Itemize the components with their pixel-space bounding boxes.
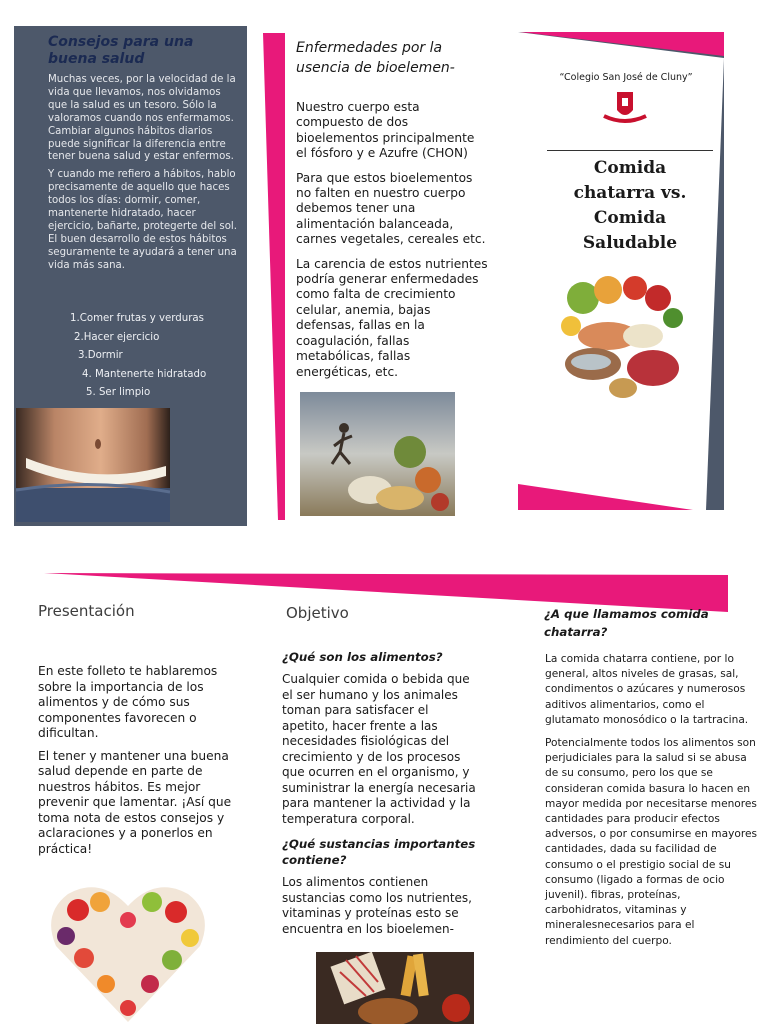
habit-item: 1.Comer frutas y verduras (70, 313, 204, 324)
junk-food-question: ¿A que llamamos comida chatarra? (544, 607, 709, 639)
health-tips-paragraph-2: Y cuando me refiero a hábitos, hablo precisamente de aquello que haces todos los días: dormir, comer, mantenerte hidratado, hacer ejercicio, bañarte, protegerte del sol. El buen desarrollo de estos hábitos seguramente te ayudará a tener una vida más sana. (48, 169, 238, 271)
health-tips-paragraph-1: Muchas veces, por la velocidad de la vida que llevamos, nos olvidamos que la salud es un tesoro. Sólo la valoramos cuando nos enfermamos. Cambiar algunos hábitos diarios puede significar la diferencia entre tener buena salud y estar enfermos. (48, 74, 236, 163)
presentation-text (38, 664, 234, 864)
presentation-heading: Presentación (38, 602, 135, 620)
bioelements-paragraph-2: Para que estos bioelementos no falten en nuestro cuerpo debemos tener una alimentación balanceada, carnes vegetales, cereales etc. (296, 170, 486, 247)
question-substances: ¿Qué sustancias importantes contiene? (282, 837, 476, 867)
answer-substances: Los alimentos contienen sustancias como los nutrientes, vitaminas y proteínas esto se encuentra en los bioelemen- (282, 875, 472, 936)
fast-food-photo (316, 952, 474, 1024)
habit-item: 3.Dormir (78, 350, 123, 362)
junk-food-text (545, 652, 757, 957)
objective-heading: Objetivo (286, 604, 349, 622)
presentation-paragraph-2: El tener y mantener una buena salud depende en parte de nuestros hábitos. Es mejor prevenir que lamentar. ¡Así que toma nota de estos consejos y aclaraciones y a ponerlos en práctica! (38, 748, 232, 856)
question-what-are-foods: ¿Qué son los alimentos? (282, 650, 443, 664)
waist-measuring-photo (16, 408, 170, 522)
health-tips-text (48, 74, 240, 278)
habits-list (70, 310, 240, 403)
health-tips-title: Consejos para una buena salud (48, 34, 194, 67)
pink-stripe-middle (263, 33, 285, 520)
answer-what-are-foods: Cualquier comida o bebida que el ser humano y los animales toman para satisfacer el apetito, hacer frente a las necesidades fisiológicas del crecimiento y de los procesos que ocurren en el organismo, y suministrar la energía necesaria para mantener la actividad y la temperatura corporal. (282, 672, 476, 826)
healthy-food-photo (553, 268, 693, 403)
bioelements-text (296, 100, 488, 389)
presentation-paragraph-1: En este folleto te hablaremos sobre la importancia de los alimentos y de cómo sus componentes favorecen o dificultan. (38, 664, 218, 740)
cover-title-line: Comida (593, 158, 667, 178)
runner-and-food-photo (300, 392, 455, 516)
junk-food-paragraph-1: La comida chatarra contiene, por lo general, altos niveles de grasas, sal, condimentos o azúcares y numerosos aditivos alimentarios, como el glutamato monosódico o la tartracina. (545, 653, 749, 726)
habit-item: 2.Hacer ejercicio (74, 331, 160, 343)
cover-divider (547, 150, 713, 151)
cover-title-line: Saludable (582, 233, 678, 253)
bioelements-paragraph-3: La carencia de estos nutrientes podría generar enfermedades como falta de crecimiento celular, anemia, bajas defensas, fallas en la coagulación, fallas metabólicas, fallas energéticas, etc. (296, 256, 488, 379)
school-name: “Colegio San José de Cluny” (559, 72, 693, 83)
cover-title-line: Comida (593, 208, 667, 228)
junk-food-paragraph-2: Potencialmente todos los alimentos son perjudiciales para la salud si se abusa de su consumo, pero los que se consideran comida basura lo hacen en mayor medida por necesitarse menores cantidades para producir efectos adversos, o por consumirse en mayores cantidades, dada su facilidad de consumo o el prestigio social de su consumo (ligado a formas de ocio juvenil). fibras, proteínas, carbohidratos, vitaminas y mineralesnecesarios para el rendimiento del cuerpo. (545, 737, 757, 947)
school-crest-icon (600, 90, 650, 130)
fruit-heart-image (48, 884, 208, 1024)
cover-title (545, 156, 715, 256)
habit-item: 5. Ser limpio (86, 387, 151, 399)
cover-title-line: chatarra vs. (573, 183, 687, 203)
bioelements-paragraph-1: Nuestro cuerpo esta compuesto de dos bioelementos principalmente el fósforo y e Azufre (CHON) (296, 100, 475, 161)
habit-item: 4. Mantenerte hidratado (82, 368, 207, 380)
bioelements-title: Enfermedades por la usencia de bioelemen- (296, 40, 455, 76)
